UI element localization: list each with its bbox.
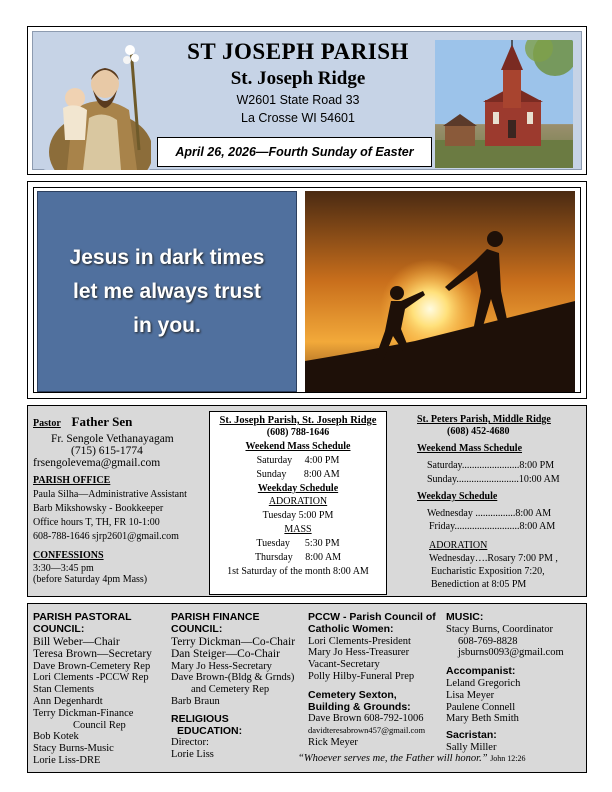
st-peters-weekday-line: Friday..........................8:00 AM — [429, 521, 556, 532]
st-peters-weekend-heading: Weekend Mass Schedule — [417, 443, 523, 454]
finance-council-column — [171, 612, 306, 761]
st-joseph-schedule-box — [209, 411, 387, 595]
council-member: and Cemetery Rep — [191, 684, 270, 696]
st-peters-weekend-line: Saturday.......................8:00 PM — [427, 460, 555, 471]
accompanist: Mary Beth Smith — [446, 713, 519, 725]
office-line: 608-788-1646 sjrp2601@gmail.com — [33, 531, 179, 542]
council-member: Stan Clements — [33, 684, 94, 696]
first-saturday-mass: 1st Saturday of the month 8:00 AM — [227, 566, 369, 577]
council-member: Lorie Liss-DRE — [33, 754, 101, 766]
feature-section — [27, 181, 587, 399]
adoration-line: Tuesday 5:00 PM — [262, 510, 334, 521]
council-member: Barb Braun — [171, 695, 220, 707]
pastoral-council-heading: COUNCIL: — [33, 622, 85, 635]
date-text: April 26, 2026—Fourth Sunday of Easter — [175, 145, 414, 159]
finance-council-heading: PARISH FINANCE — [171, 611, 260, 623]
council-member: Mary Jo Hess-Secretary — [171, 660, 272, 672]
scripture-text: “Whoever serves me, the Father will honor.” — [298, 753, 488, 764]
pccw-column — [308, 612, 448, 749]
quote-box — [37, 191, 297, 392]
council-member: Lori Clements -PCCW Rep — [33, 672, 149, 684]
st-peters-weekday-heading: Weekday Schedule — [417, 491, 498, 502]
sexton-line: Rick Meyer — [308, 736, 358, 748]
weekend-mass-heading: Weekend Mass Schedule — [245, 441, 351, 452]
music-line: Stacy Burns, Coordinator — [446, 623, 554, 635]
music-heading: MUSIC: — [446, 611, 484, 623]
council-member: Dave Brown-(Bldg & Grnds) — [171, 672, 295, 684]
mass-heading: MASS — [284, 524, 312, 535]
sexton-heading: Building & Grounds: — [308, 700, 411, 713]
sacristan-heading: Sacristan: — [446, 729, 497, 742]
council-member: Dave Brown-Cemetery Rep — [33, 660, 151, 672]
confessions-line: 3:30—3:45 pm — [33, 563, 94, 574]
scripture-quote — [298, 753, 526, 765]
st-peters-column — [417, 414, 582, 590]
quote-line-2: let me always trust — [73, 279, 261, 303]
mass-time: 5:30 PM — [304, 538, 340, 549]
sexton-line: Dave Brown 608-792-1006 — [308, 713, 424, 725]
music-column — [446, 612, 584, 754]
sexton-heading: Cemetery Sexton, — [308, 688, 397, 701]
mass-day: Thursday — [254, 552, 293, 563]
office-line: Barb Mikshowsky - Bookkeeper — [33, 503, 164, 514]
music-email[interactable]: jsburns0093@gmail.com — [458, 647, 564, 659]
st-peters-adoration-heading: ADORATION — [429, 540, 488, 551]
st-joseph-statue-image — [43, 40, 151, 170]
address-line-1: W2601 State Road 33 — [236, 93, 360, 107]
parish-office-heading: PARISH OFFICE — [33, 475, 111, 486]
council-member: Ann Degenhardt — [33, 695, 103, 707]
confessions-line: (before Saturday 4pm Mass) — [33, 574, 148, 585]
pastoral-council-heading: PARISH PASTORAL — [33, 611, 132, 623]
council-member: Council Rep — [73, 719, 126, 731]
pastor-name: Father Sen — [71, 414, 133, 429]
mass-day: Tuesday — [256, 538, 290, 549]
accompanist: Leland Gregorich — [446, 677, 521, 689]
pccw-member: Lori Clements-President — [308, 635, 411, 647]
finance-council-heading: COUNCIL: — [171, 622, 223, 635]
pastor-heading — [33, 414, 213, 430]
council-member: Bob Kotek — [33, 731, 79, 743]
office-line: Paula Silha—Administrative Assistant — [33, 489, 187, 500]
religious-education-heading: RELIGIOUS — [171, 712, 229, 725]
accompanist: Paulene Connell — [446, 701, 516, 713]
pccw-member: Vacant-Secretary — [308, 659, 380, 671]
adoration-heading: ADORATION — [268, 496, 328, 507]
pastoral-council-column — [33, 612, 168, 767]
sexton-email[interactable]: davidteresabrown457@gmail.com — [308, 725, 426, 736]
religious-education-line: Lorie Liss — [171, 749, 214, 761]
address-line-2: La Crosse WI 54601 — [241, 111, 355, 125]
mass-time: 4:00 PM — [304, 455, 340, 466]
council-member: Bill Weber—Chair — [33, 635, 120, 648]
council-member: Dan Steiger—Co-Chair — [171, 648, 280, 661]
religious-education-heading: EDUCATION: — [177, 724, 243, 737]
helping-hand-sunset-image — [305, 191, 575, 392]
mass-day: Sunday — [256, 469, 287, 480]
pccw-member: Mary Jo Hess-Treasurer — [308, 647, 410, 659]
mass-time: 8:00 AM — [303, 469, 340, 480]
quote-text — [70, 241, 265, 343]
music-line: 608-769-8828 — [458, 635, 518, 647]
quote-line-3: in you. — [133, 313, 201, 337]
st-peters-adoration-line: Benediction at 8:05 PM — [431, 579, 527, 590]
pastor-label: Pastor — [33, 418, 61, 429]
weekday-mass-row — [210, 552, 386, 563]
parish-header — [27, 26, 587, 175]
parish-subtitle: St. Joseph Ridge — [230, 68, 366, 89]
st-peters-weekday-line: Wednesday ................8:00 AM — [427, 508, 552, 519]
council-member: Terry Dickman—Co-Chair — [171, 635, 296, 648]
pastor-email[interactable]: frsengolevema@gmail.com — [33, 457, 161, 469]
council-section — [27, 603, 587, 773]
confessions-heading: CONFESSIONS — [33, 550, 104, 561]
pccw-heading: PCCW - Parish Council of — [308, 611, 436, 623]
council-member: Teresa Brown—Secretary — [33, 648, 152, 661]
mass-day: Saturday — [256, 455, 293, 466]
weekday-mass-row — [210, 538, 386, 549]
weekday-schedule-heading: Weekday Schedule — [257, 483, 339, 494]
office-line: Office hours T, TH, FR 10-1:00 — [33, 517, 160, 528]
sacristan: Sally Miller — [446, 741, 497, 753]
pastor-full-name: Fr. Sengole Vethanayagam — [51, 433, 174, 445]
st-peters-title: St. Peters Parish, Middle Ridge — [417, 414, 551, 425]
header-panel — [32, 31, 582, 170]
st-peters-weekend-line: Sunday.........................10:00 AM — [427, 474, 560, 485]
quote-line-1: Jesus in dark times — [69, 245, 265, 269]
st-joseph-phone: (608) 788-1646 — [266, 427, 330, 438]
church-photo — [435, 40, 573, 168]
pastor-phone: (715) 615-1774 — [71, 445, 143, 457]
religious-education-line: Director: — [171, 737, 209, 749]
accompanist: Lisa Meyer — [446, 689, 495, 701]
st-joseph-schedule-title: St. Joseph Parish, St. Joseph Ridge — [219, 415, 377, 426]
council-member: Terry Dickman-Finance — [33, 707, 134, 719]
parish-info-section — [27, 405, 587, 597]
date-banner — [157, 137, 432, 167]
pastor-column — [33, 414, 213, 585]
st-peters-adoration-line: Wednesday….Rosary 7:00 PM , — [429, 553, 558, 564]
weekend-mass-row — [210, 455, 386, 466]
pccw-member: Polly Hilby-Funeral Prep — [308, 670, 415, 682]
parish-title: ST JOSEPH PARISH — [187, 39, 409, 64]
mass-time: 8:00 AM — [305, 552, 342, 563]
scripture-reference: John 12:26 — [490, 754, 526, 763]
accompanist-heading: Accompanist: — [446, 665, 516, 678]
weekend-mass-row — [210, 469, 386, 480]
st-peters-phone: (608) 452-4680 — [447, 426, 510, 437]
pccw-heading: Catholic Women: — [308, 622, 394, 635]
council-member: Stacy Burns-Music — [33, 743, 114, 755]
st-peters-adoration-line: Eucharistic Exposition 7:20, — [431, 566, 545, 577]
